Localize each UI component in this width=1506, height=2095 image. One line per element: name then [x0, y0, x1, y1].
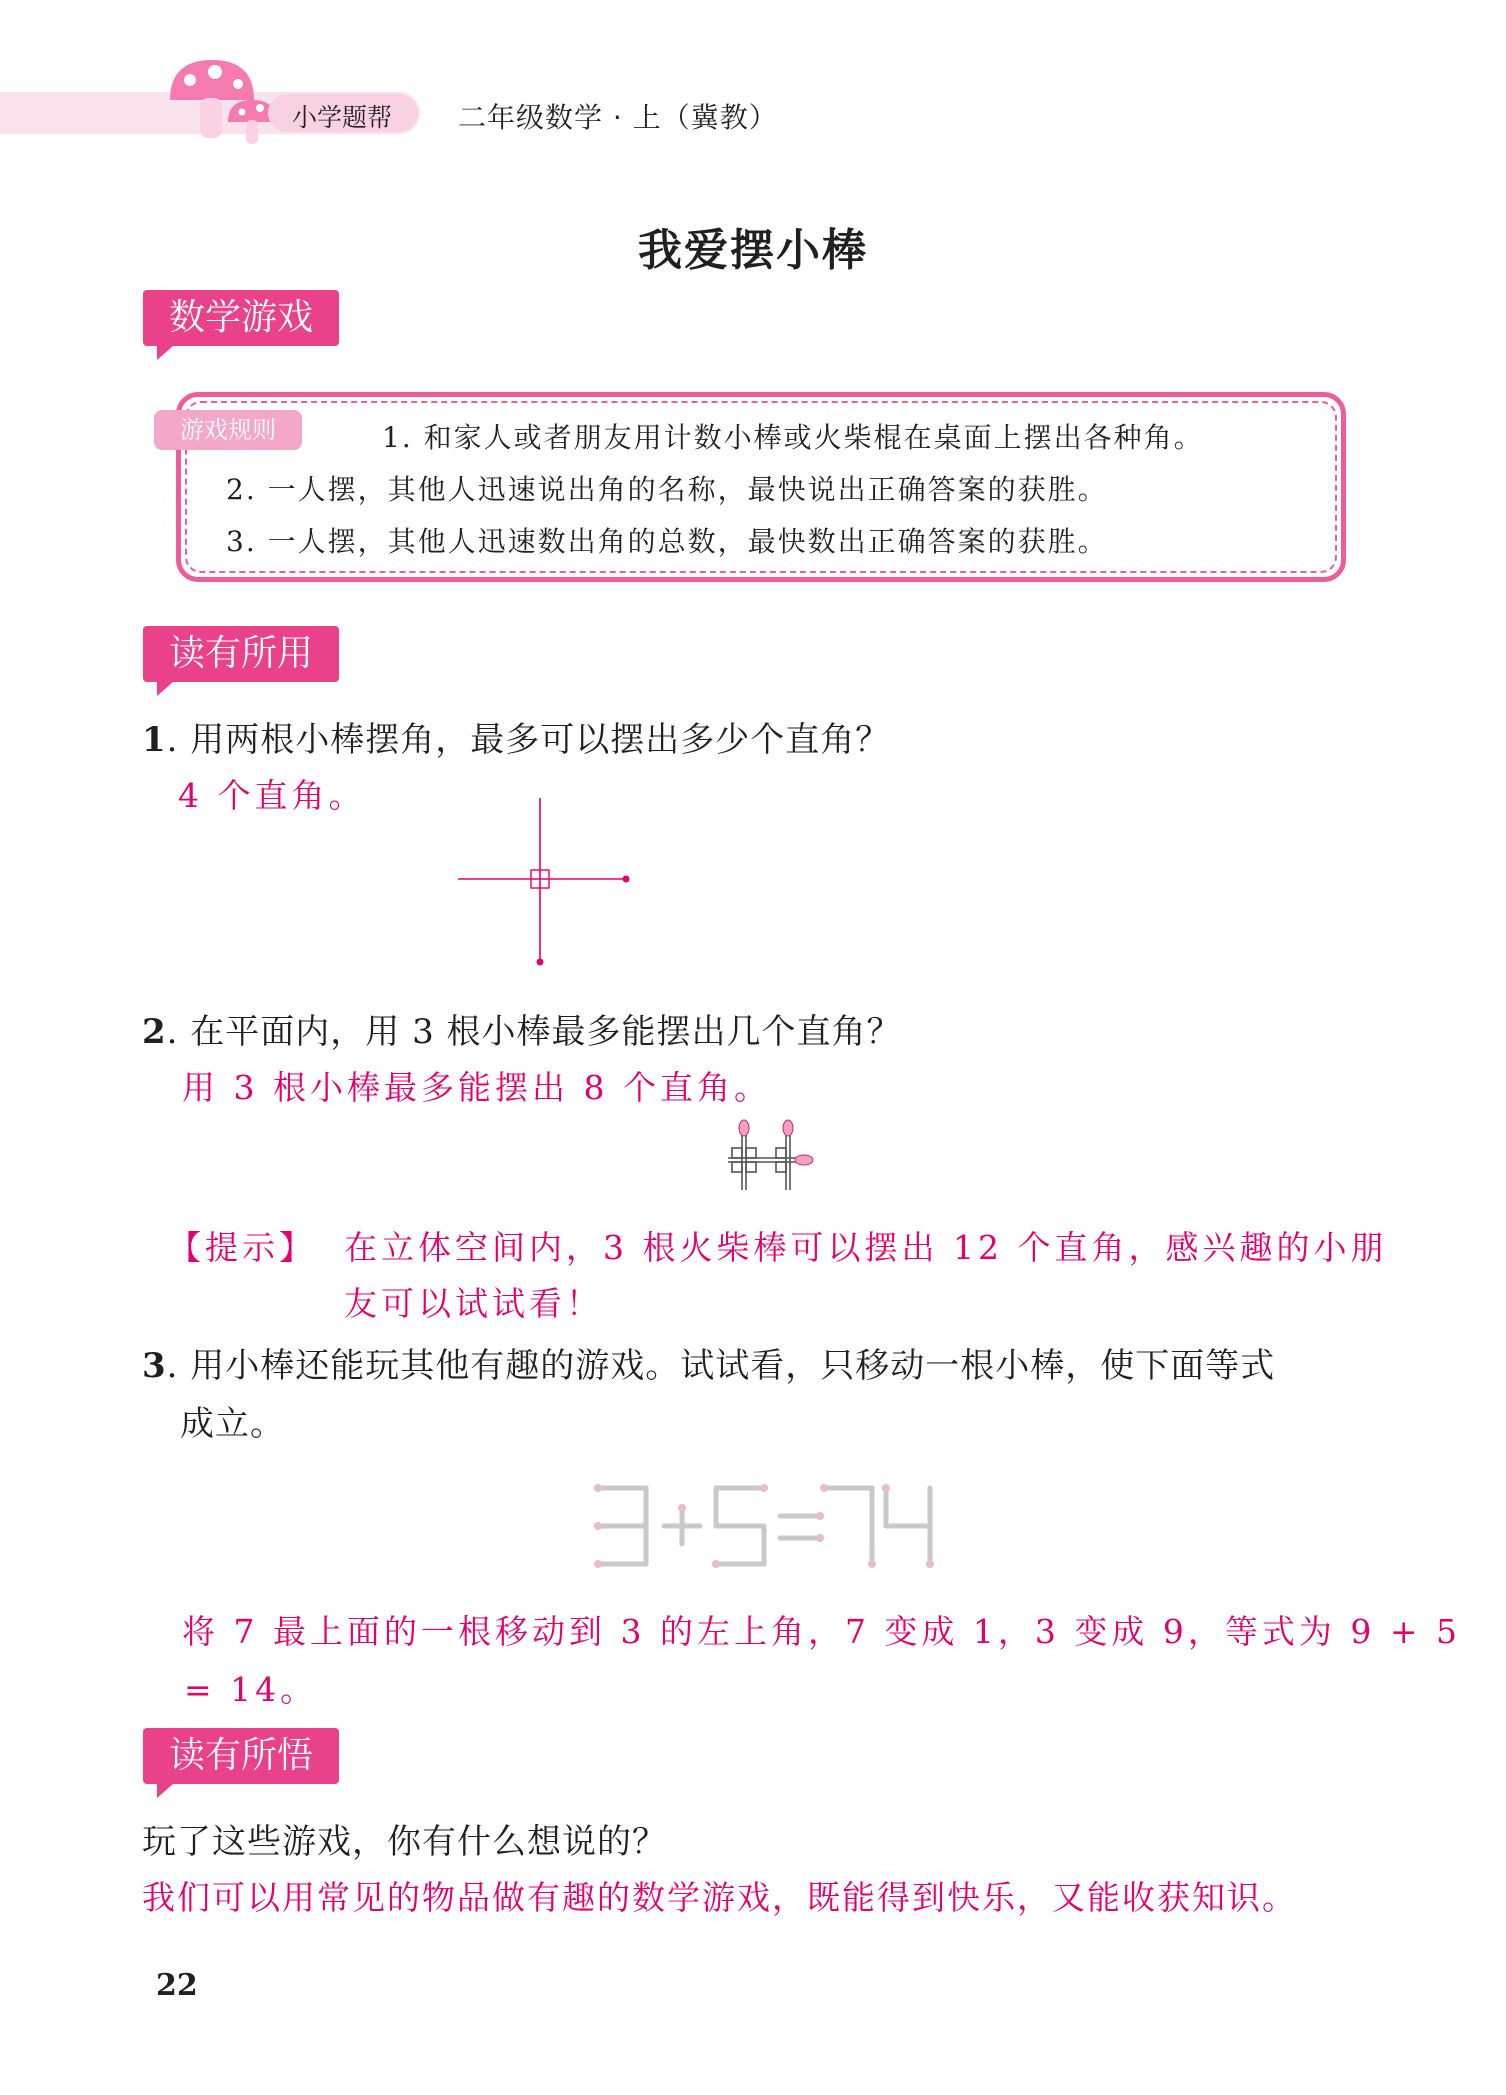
answer-1: 4 个直角。: [178, 776, 366, 815]
hint-line-2: 友可以试试看！: [344, 1284, 603, 1323]
book-title: 二年级数学 · 上（冀教）: [458, 101, 778, 134]
page-title: 我爱摆小棒: [638, 225, 868, 276]
brand-name: 小学题帮: [292, 103, 393, 132]
three-sticks-eight-right-angles-figure: [720, 1118, 820, 1198]
question-1-text: . 用两根小棒摆角，最多可以摆出多少个直角？: [166, 720, 891, 760]
question-3: [142, 1338, 1275, 1387]
hint-line-1: 在立体空间内，3 根火柴棒可以摆出 12 个直角，感兴趣的小朋: [344, 1228, 1388, 1267]
question-2: [142, 1004, 902, 1053]
rule-1: 1. 和家人或者朋友用计数小棒或火柴棍在桌面上摆出各种角。: [382, 421, 1204, 454]
rule-2: 2. 一人摆，其他人迅速说出角的名称，最快说出正确答案的获胜。: [226, 473, 1108, 506]
question-1: [142, 712, 890, 761]
page-number: 22: [156, 1968, 198, 2003]
question-3-text-line-1: . 用小棒还能玩其他有趣的游戏。试试看，只移动一根小棒，使下面等式: [166, 1346, 1276, 1386]
hint-label: 【提示】: [168, 1228, 316, 1267]
section-tag-read-insight: 读有所悟: [143, 1728, 339, 1784]
answer-3-line-1: 将 7 最上面的一根移动到 3 的左上角，7 变成 1，3 变成 9，等式为 9 + 5: [182, 1612, 1462, 1651]
question-3-text-line-2: 成立。: [180, 1404, 285, 1444]
question-1-number: 1: [142, 720, 167, 760]
answer-2: 用 3 根小棒最多能摆出 8 个直角。: [182, 1068, 771, 1107]
two-sticks-right-angles-figure: [448, 790, 648, 970]
rules-tag: 游戏规则: [154, 410, 302, 450]
answer-3-line-2: = 14。: [184, 1670, 318, 1709]
question-2-text: . 在平面内，用 3 根小棒最多能摆出几个直角？: [166, 1012, 902, 1052]
question-3-number: 3: [142, 1346, 167, 1386]
section-tag-read-use: 读有所用: [143, 626, 339, 682]
rule-3: 3. 一人摆，其他人迅速数出角的总数，最快数出正确答案的获胜。: [226, 525, 1108, 558]
matchstick-equation-figure: [590, 1482, 940, 1574]
section-tag-game: 数学游戏: [143, 290, 339, 346]
reflection-question: 玩了这些游戏，你有什么想说的？: [142, 1822, 667, 1862]
question-2-number: 2: [142, 1012, 167, 1052]
reflection-answer: 我们可以用常见的物品做有趣的数学游戏，既能得到快乐，又能收获知识。: [142, 1878, 1297, 1917]
